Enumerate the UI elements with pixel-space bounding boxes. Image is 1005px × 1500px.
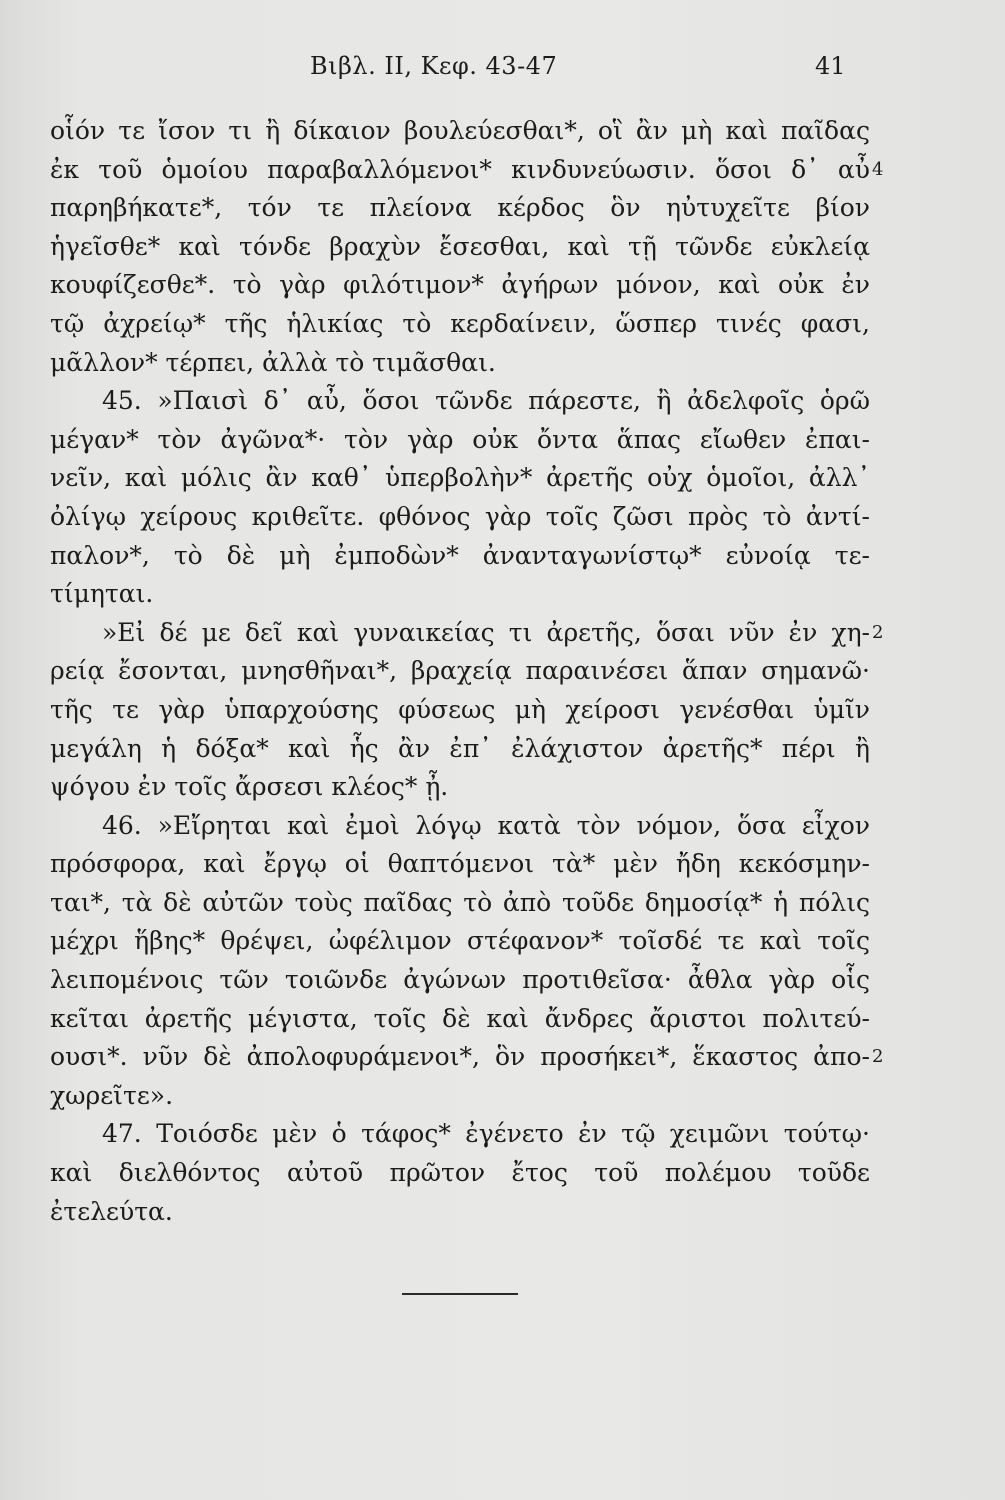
text-line-content: ρείᾳ ἔσονται, μνησθῆναι*, βραχείᾳ παραινέσει ἅπαν σημανῶ· bbox=[50, 656, 870, 686]
text-line-content: παρηβήκατε*, τόν τε πλείονα κέρδος ὃν ηὐτυχεῖτε βίον bbox=[50, 193, 870, 223]
text-line bbox=[50, 614, 884, 653]
text-line bbox=[50, 1000, 870, 1039]
text-line bbox=[50, 652, 870, 691]
text-line-content: τῆς τε γὰρ ὑπαρχούσης φύσεως μὴ χείροσι γενέσθαι ὑμῖν bbox=[50, 694, 870, 724]
text-line bbox=[50, 1038, 884, 1077]
text-line bbox=[50, 112, 870, 151]
text-line-content: πρόσφορα, καὶ ἔργῳ οἱ θαπτόμενοι τὰ* μὲν ἤδη κεκόσμην- bbox=[50, 849, 870, 879]
text-line-content: μέχρι ἥβης* θρέψει, ὠφέλιμον στέφανον* τοῖσδέ τε καὶ τοῖς bbox=[50, 926, 870, 956]
page-number: 41 bbox=[815, 52, 846, 80]
text-line-content: ται*, τὰ δὲ αὐτῶν τοὺς παῖδας τὸ ἀπὸ τοῦδε δημοσίᾳ* ἡ πόλις bbox=[50, 887, 870, 917]
text-line bbox=[50, 961, 870, 1000]
text-line bbox=[50, 151, 884, 190]
text-line bbox=[50, 1077, 870, 1116]
text-line-content: ἡγεῖσθε* καὶ τόνδε βραχὺν ἔσεσθαι, καὶ τῇ τῶνδε εὐκλείᾳ bbox=[50, 231, 870, 261]
text-line bbox=[50, 498, 870, 537]
text-line-content: μᾶλλον* τέρπει, ἀλλὰ τὸ τιμᾶσθαι. bbox=[50, 347, 496, 377]
text-line bbox=[50, 1154, 870, 1193]
margin-number: 4 bbox=[872, 158, 884, 180]
text-line bbox=[50, 575, 870, 614]
text-line bbox=[50, 537, 870, 576]
text-line bbox=[50, 228, 870, 267]
text-line-content: μεγάλη ἡ δόξα* καὶ ἧς ἂν ἐπ᾽ ἐλάχιστον ἀρετῆς* πέρι ἢ bbox=[50, 733, 870, 763]
text-line bbox=[50, 189, 870, 228]
text-line-content: κεῖται ἀρετῆς μέγιστα, τοῖς δὲ καὶ ἄνδρες ἄριστοι πολιτεύ- bbox=[50, 1003, 870, 1033]
text-line-content: οἷόν τε ἴσον τι ἢ δίκαιον βουλεύεσθαι*, οἳ ἂν μὴ καὶ παῖδας bbox=[50, 116, 870, 145]
text-line-content: παλον*, τὸ δὲ μὴ ἐμποδὼν* ἀνανταγωνίστῳ* εὐνοίᾳ τε- bbox=[50, 540, 870, 570]
text-line bbox=[50, 691, 870, 730]
text-line-content: καὶ διελθόντος αὐτοῦ πρῶτον ἔτος τοῦ πολέμου τοῦδε bbox=[50, 1158, 870, 1188]
text-line bbox=[50, 305, 870, 344]
text-line-content: τῷ ἀχρείῳ* τῆς ἡλικίας τὸ κερδαίνειν, ὥσπερ τινές φασι, bbox=[50, 308, 870, 338]
text-line bbox=[50, 421, 870, 460]
text-line-content: ουσι*. νῦν δὲ ἀπολοφυράμενοι*, ὃν προσήκει*, ἕκαστος ἀπο- bbox=[50, 1042, 870, 1072]
text-line-content: λειπομένοις τῶν τοιῶνδε ἀγώνων προτιθεῖσα· ἆθλα γὰρ οἷς bbox=[50, 965, 870, 995]
text-line-content: τίμηται. bbox=[50, 579, 154, 609]
text-line bbox=[50, 1115, 870, 1154]
text-line bbox=[50, 922, 870, 961]
text-line bbox=[50, 807, 870, 846]
body-text bbox=[50, 112, 884, 1231]
margin-number: 2 bbox=[872, 621, 884, 643]
text-line bbox=[50, 1193, 870, 1232]
closing-rule bbox=[402, 1293, 518, 1295]
text-line-content: χωρεῖτε». bbox=[50, 1080, 174, 1110]
text-line-content: »Εἰ δέ με δεῖ καὶ γυναικείας τι ἀρετῆς, ὅσαι νῦν ἐν χη- bbox=[102, 617, 870, 647]
text-line-content: ἐτελεύτα. bbox=[50, 1196, 173, 1226]
text-line-content: 47. Τοιόσδε μὲν ὁ τάφος* ἐγένετο ἐν τῷ χειμῶνι τούτῳ· bbox=[102, 1119, 870, 1149]
text-line-content: ἐκ τοῦ ὁμοίου παραβαλλόμενοι* κινδυνεύωσιν. ὅσοι δ᾽ αὖ bbox=[50, 154, 870, 184]
margin-number: 2 bbox=[872, 1046, 884, 1068]
text-line bbox=[50, 768, 870, 807]
text-line bbox=[50, 459, 870, 498]
text-line bbox=[50, 344, 870, 383]
text-line-content: ὀλίγῳ χείρους κριθεῖτε. φθόνος γὰρ τοῖς ζῶσι πρὸς τὸ ἀντί- bbox=[50, 501, 870, 531]
text-line bbox=[50, 884, 870, 923]
text-line-content: 46. »Εἴρηται καὶ ἐμοὶ λόγῳ κατὰ τὸν νόμον, ὅσα εἶχον bbox=[102, 810, 870, 840]
page-header bbox=[0, 50, 1005, 84]
text-line-content: κουφίζεσθε*. τὸ γὰρ φιλότιμον* ἀγήρων μόνον, καὶ οὐκ ἐν bbox=[50, 270, 870, 300]
text-line bbox=[50, 845, 870, 884]
text-line bbox=[50, 266, 870, 305]
running-title: Βιβλ. II, Κεφ. 43-47 bbox=[310, 52, 558, 80]
text-line-content: μέγαν* τὸν ἀγῶνα*· τὸν γὰρ οὐκ ὄντα ἅπας εἴωθεν ἐπαι- bbox=[50, 424, 870, 454]
text-line bbox=[50, 382, 870, 421]
text-line-content: 45. »Παισὶ δ᾽ αὖ, ὅσοι τῶνδε πάρεστε, ἢ ἀδελφοῖς ὁρῶ bbox=[102, 386, 870, 416]
text-line bbox=[50, 730, 870, 769]
text-line-content: νεῖν, καὶ μόλις ἂν καθ᾽ ὑπερβολὴν* ἀρετῆς οὐχ ὁμοῖοι, ἀλλ᾽ bbox=[50, 463, 870, 493]
text-line-content: ψόγου ἐν τοῖς ἄρσεσι κλέος* ᾖ. bbox=[50, 772, 449, 802]
